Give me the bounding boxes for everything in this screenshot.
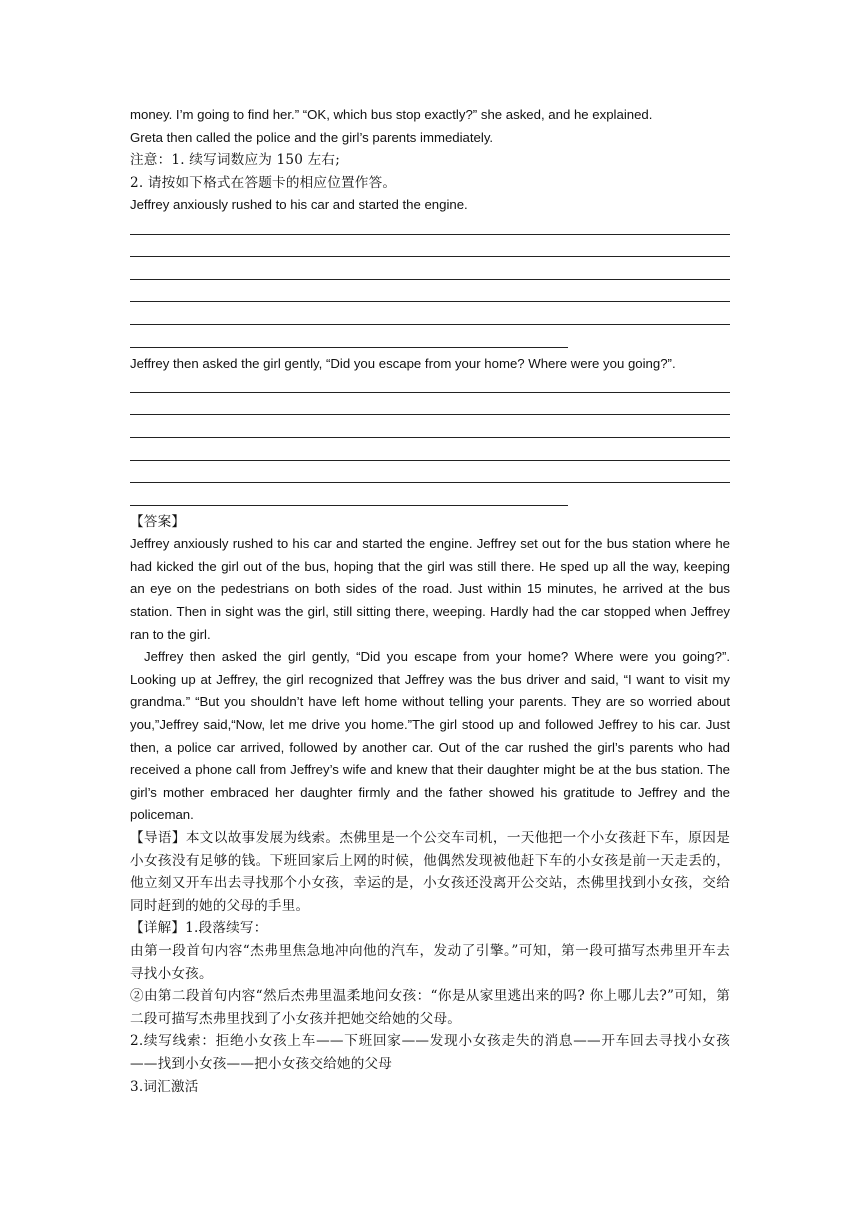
writing-line <box>130 262 730 285</box>
paragraph-prompt-2: Jeffrey then asked the girl gently, “Did you escape from your home? Where were you going?”. <box>130 355 676 371</box>
writing-line <box>130 420 730 443</box>
writing-line <box>130 466 730 489</box>
note-line: 2. 请按如下格式在答题卡的相应位置作答。 <box>130 174 397 191</box>
detail-item-4: 3.词汇激活 <box>130 1078 199 1095</box>
writing-line <box>130 307 730 330</box>
detail-item-2: ②由第二段首句内容“然后杰弗里温柔地问女孩：“你是从家里逃出来的吗? 你上哪儿去?”可知，第二段可描写杰弗里找到了小女孩并把她交给她的父母。 <box>130 988 730 1027</box>
writing-line <box>130 285 730 308</box>
writing-lines-1 <box>130 217 730 353</box>
document-page <box>130 104 730 1098</box>
writing-lines-2 <box>130 375 730 511</box>
writing-line <box>130 217 730 240</box>
writing-line <box>130 398 730 421</box>
story-text-line: money. I’m going to find her.” “OK, which bus stop exactly?” she asked, and he explained. <box>130 107 653 122</box>
writing-line <box>130 488 730 511</box>
detail-item-1: 由第一段首句内容“杰弗里焦急地冲向他的汽车，发动了引擎。”可知，第一段可描写杰弗里开车去寻找小女孩。 <box>130 942 730 982</box>
answer-paragraph-2: Jeffrey then asked the girl gently, “Did you escape from your home? Where were you going?”. Looking up at Jeffrey, the girl recognized that Jeffrey was the bus driver and said, “I want to visit my grandma.” “But you shouldn’t have left home without telling your parents. They are so worried about you,”Jeffrey said,“Now, let me drive you home.”The girl stood up and followed Jeffrey to his car. Just then, a police car arrived, followed by another car. Out of the car rushed the girl’s parents who had received a phone call from Jeffrey’s wife and knew that their daughter might be at the bus station. The girl’s mother embraced her daughter firmly and the father showed his gratitude to Jeffrey and the policeman. <box>130 649 730 823</box>
story-text-line: Greta then called the police and the girl’s parents immediately. <box>130 129 494 145</box>
writing-line <box>130 240 730 263</box>
writing-line <box>130 443 730 466</box>
detail-heading: 【详解】1.段落续写： <box>130 920 268 937</box>
answer-paragraph-1: Jeffrey anxiously rushed to his car and started the engine. Jeffrey set out for the bus station where he had kicked the girl out of the bus, hoping that the girl was still there. He sped up all the way, keeping an eye on the pedestrians on both sides of the road. Just within 15 minutes, he arrived at the bus station. Then in sight was the girl, still sitting there, weeping. Hardly had the car stopped when Jeffrey ran to the girl. <box>130 536 730 642</box>
writing-line <box>130 375 730 398</box>
detail-item-3: 2.续写线索：拒绝小女孩上车——下班回家——发现小女孩走失的消息——开车回去寻找小女孩——找到小女孩——把小女孩交给她的父母 <box>130 1033 730 1072</box>
paragraph-prompt-1: Jeffrey anxiously rushed to his car and started the engine. <box>130 197 468 213</box>
writing-line <box>130 330 730 353</box>
guide-section: 【导语】本文以故事发展为线索。杰佛里是一个公交车司机，一天他把一个小女孩赶下车，原因是小女孩没有足够的钱。下班回家后上网的时候，他偶然发现被他赶下车的小女孩是前一天走丢的，他立刻又开车出去寻找那个小女孩，幸运的是，小女孩还没离开公交站，杰佛里找到小女孩，交给同时赶到的她的父母的手里。 <box>130 830 730 914</box>
answer-heading: 【答案】 <box>130 513 186 530</box>
note-line: 注意：1. 续写词数应为 150 左右; <box>130 152 340 169</box>
